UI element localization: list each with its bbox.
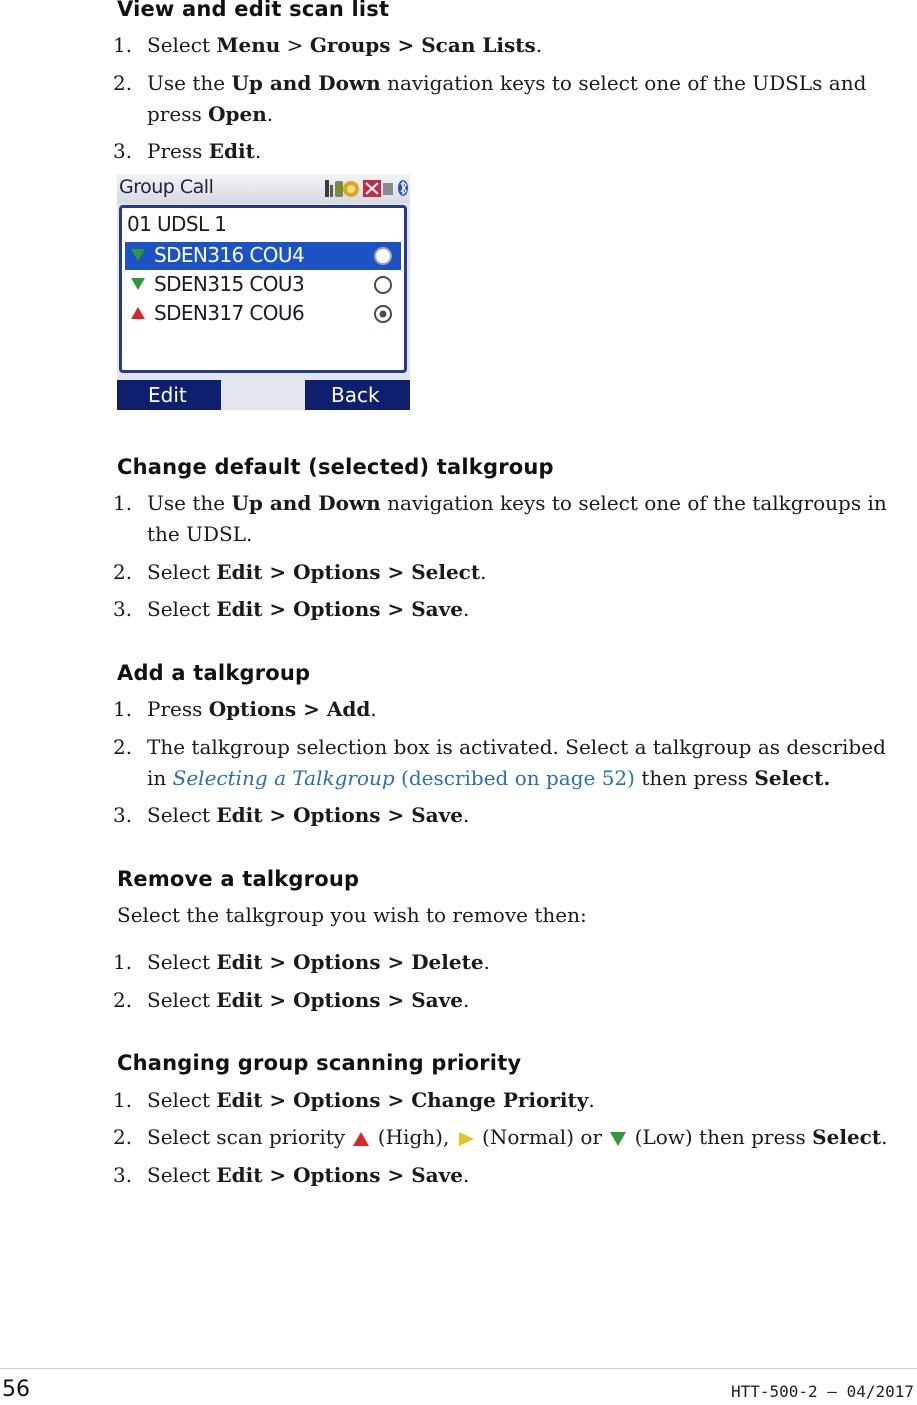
list-item[interactable] — [125, 300, 401, 328]
heading-remove-talkgroup: Remove a talkgroup — [117, 867, 360, 891]
screen-title: Group Call — [119, 176, 214, 198]
step-number: 1. — [113, 697, 133, 721]
step-text: Select Edit > Options > Change Priority. — [147, 1088, 595, 1112]
step-number: 2. — [113, 71, 133, 95]
status-icons — [323, 177, 409, 199]
step-text: Select Edit > Options > Delete. — [147, 950, 490, 974]
step-number: 3. — [113, 597, 133, 621]
priority-normal-icon — [456, 1130, 476, 1148]
priority-low-icon — [130, 277, 146, 291]
step-number: 1. — [113, 491, 133, 515]
document-id: HTT-500-2 – 04/2017 — [730, 1382, 914, 1401]
heading-change-default-talkgroup: Change default (selected) talkgroup — [117, 455, 554, 479]
step-number: 2. — [113, 988, 133, 1012]
step-number: 3. — [113, 139, 133, 163]
heading-scanning-priority: Changing group scanning priority — [117, 1051, 522, 1075]
step-number: 1. — [113, 33, 133, 57]
priority-high-icon — [351, 1130, 371, 1148]
remove-intro: Select the talkgroup you wish to remove then: — [117, 903, 587, 927]
title-bar — [117, 174, 410, 203]
step-number: 2. — [113, 1125, 133, 1149]
step-number: 3. — [113, 803, 133, 827]
step-text: Use the Up and Down navigation keys to select one of the UDSLs and press Open. — [147, 71, 867, 126]
step-text: Select Edit > Options > Select. — [147, 560, 487, 584]
step-text: Select Edit > Options > Save. — [147, 803, 470, 827]
step-text: Use the Up and Down navigation keys to select one of the talkgroups in the UDSL. — [147, 491, 887, 546]
talkgroup-label: SDEN317 COU6 — [154, 301, 305, 325]
radio-filled-icon[interactable] — [372, 246, 394, 266]
page-number: 56 — [2, 1377, 30, 1402]
priority-low-icon — [130, 248, 146, 262]
scan-list-box — [119, 205, 407, 373]
step-number: 3. — [113, 1163, 133, 1187]
step-number: 1. — [113, 1088, 133, 1112]
back-softkey-label: Back — [331, 383, 380, 407]
step-text: Press Options > Add. — [147, 697, 377, 721]
step-text: Select Edit > Options > Save. — [147, 1163, 470, 1187]
priority-high-icon — [130, 306, 146, 320]
edit-softkey-label: Edit — [148, 383, 187, 407]
list-header: 01 UDSL 1 — [127, 212, 227, 236]
list-item[interactable] — [125, 242, 401, 270]
edit-softkey[interactable] — [117, 380, 221, 410]
step-text: Press Edit. — [147, 139, 262, 163]
footer-divider — [0, 1368, 917, 1369]
talkgroup-label: SDEN316 COU4 — [154, 243, 305, 267]
heading-add-talkgroup: Add a talkgroup — [117, 661, 311, 685]
talkgroup-label: SDEN315 COU3 — [154, 272, 305, 296]
radio-empty-icon[interactable] — [372, 275, 394, 295]
back-softkey[interactable] — [305, 380, 410, 410]
step-text: Select Menu > Groups > Scan Lists. — [147, 33, 543, 57]
step-number: 2. — [113, 560, 133, 584]
list-header-row — [125, 211, 401, 239]
step-text: The talkgroup selection box is activated. Select a talkgroup as described in Selecting a Talkgroup (described on page 52) then press Select. — [147, 735, 886, 790]
list-item[interactable] — [125, 271, 401, 299]
step-text: Select scan priority (High), (Normal) or (Low) then press Select. — [147, 1125, 888, 1149]
selecting-talkgroup-link[interactable]: Selecting a Talkgroup (described on page 52) — [172, 766, 635, 790]
radio-selected-icon[interactable] — [372, 304, 394, 324]
step-text: Select Edit > Options > Save. — [147, 988, 470, 1012]
step-number: 1. — [113, 950, 133, 974]
step-text: Select Edit > Options > Save. — [147, 597, 470, 621]
priority-low-icon — [608, 1130, 628, 1148]
heading-view-edit-scan-list: View and edit scan list — [117, 0, 390, 21]
device-screenshot — [117, 174, 410, 410]
step-number: 2. — [113, 735, 133, 759]
